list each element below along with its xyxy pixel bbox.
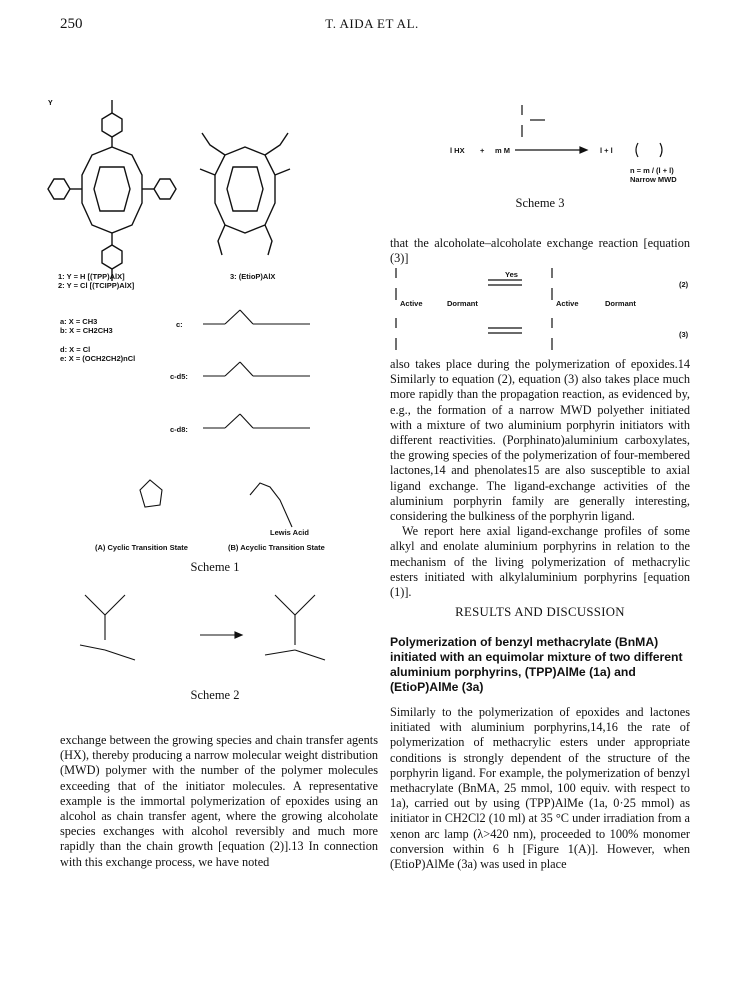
eq2-number: (2) (679, 280, 689, 289)
scheme3-reagent: l HX (450, 146, 465, 155)
scheme3-plus: + (480, 146, 485, 155)
scheme-3-caption: Scheme 3 (515, 196, 565, 210)
page-number: 250 (60, 16, 83, 32)
eq2-dormant-left: Dormant (447, 299, 478, 308)
x-def-d: d: X = Cl (60, 345, 91, 354)
eq2-active-left: Active (400, 299, 423, 308)
left-body-text: exchange between the growing species and chain transfer agents (HX), thereby producing a narrow molecular weight distribution (MWD) polymer with the number of the polymer molecules exceeding that of the initiator molecules. A representative example is the immortal polymerization of epoxides using an alcohol as chain transfer agent, where the growing alcoholate species exchanges with alcohol reversibly and much more rapidly than the chain growth [equation (2)].13 In connection with this exchange process, we have noted (60, 733, 378, 869)
subsection-heading: Polymerization of benzyl methacrylate (BnMA) initiated with an equimolar mixture of two different aluminium porphyrins, (TPP)AlMe (1a) and (EtioP)AlMe (3a) (390, 635, 683, 694)
ester-label-cd8: c-d8: (170, 425, 188, 434)
equations-2-3-figure (390, 266, 690, 351)
x-def-e: e: X = (OCH2CH2)nCl (60, 354, 136, 363)
x-def-b: b: X = CH2CH3 (60, 326, 113, 335)
eq2-dormant-right: Dormant (605, 299, 636, 308)
ts-label-a: (A) Cyclic Transition State (95, 543, 188, 552)
scheme-2-caption: Scheme 2 (190, 688, 240, 702)
ts-label-b: (B) Acyclic Transition State (228, 543, 325, 552)
scheme3-product: l + l (600, 146, 613, 155)
porphyrin-label-2: 2: Y = Cl [(TCIPP)AlX] (58, 281, 135, 290)
right-intro-text: that the alcoholate–alcoholate exchange reaction [equation (3)] (390, 236, 690, 266)
scheme-2-figure (60, 590, 380, 680)
scheme3-n-def: n = m / (l + l) (630, 166, 674, 175)
ester-structures (195, 288, 365, 458)
eq3-number: (3) (679, 330, 689, 339)
scheme3-mwd: Narrow MWD (630, 175, 677, 184)
x-def-a: a: X = CH3 (60, 317, 98, 326)
y-top-label: Y (48, 100, 53, 107)
eq2-active-right: Active (556, 299, 579, 308)
ester-label-c: c: (176, 320, 183, 329)
lewis-acid-label: Lewis Acid (270, 528, 309, 537)
transition-state-sketches (120, 465, 360, 545)
running-title: T. AIDA ET AL. (325, 16, 419, 31)
porphyrin-label-3: 3: (EtioP)AlX (230, 272, 276, 281)
ester-label-cd5: c-d5: (170, 372, 188, 381)
right-body-text-1: also takes place during the polymerization of epoxides.14 Similarly to equation (2), equation (3) also takes place much more rapidly than the propagation reaction, as evidenced by, e.g., the formation of a narrow MWD polyether initiated with a mixture of two aluminium porphyrin initiators with different reactivities. (Porphinato)aluminium carboxylates, the growing species of the polymerization of four-membered lactones,14 and phenolates15 are also susceptible to axial ligand exchange. The ligand-exchange activities of the aluminium porphyrin family are generally interesting, considering the bulkiness of the porphyrin ligand. We report here axial ligand-exchange profiles of some alkyl and enolate aluminium porphyrins in relation to the mechanism of the living polymerization of methacrylic esters initiated with alkylaluminium porphyrins [equation (1)]. (390, 357, 690, 600)
right-body-text-2: Similarly to the polymerization of epoxides and lactones initiated with aluminium porphyrins,14,16 the rate of polymerization of methacrylic esters under appropriate conditions is strongly dependent of the structure of the porphyrin ligand. For example, the polymerization of benzyl methacrylate (BnMA, 25 mmol, 100 equiv. with respect to 1a), carried out by using (TPP)AlMe (1a, 0·25 mmol) as initiator in CH2Cl2 (10 ml) at 35 °C under irradiation from a xenon arc lamp (λ>420 nm), proceeded to 100% monomer conversion within 6 h [Figure 1(A)]. However, when (EtioP)AlMe (3a) was used in place (390, 705, 690, 872)
section-heading: RESULTS AND DISCUSSION (455, 605, 625, 619)
eq2-yes: Yes (505, 270, 518, 279)
scheme-1-caption: Scheme 1 (190, 560, 240, 574)
scheme3-monomer: m M (495, 146, 510, 155)
porphyrin-label-1: 1: Y = H [(TPP)AlX] (58, 272, 125, 281)
